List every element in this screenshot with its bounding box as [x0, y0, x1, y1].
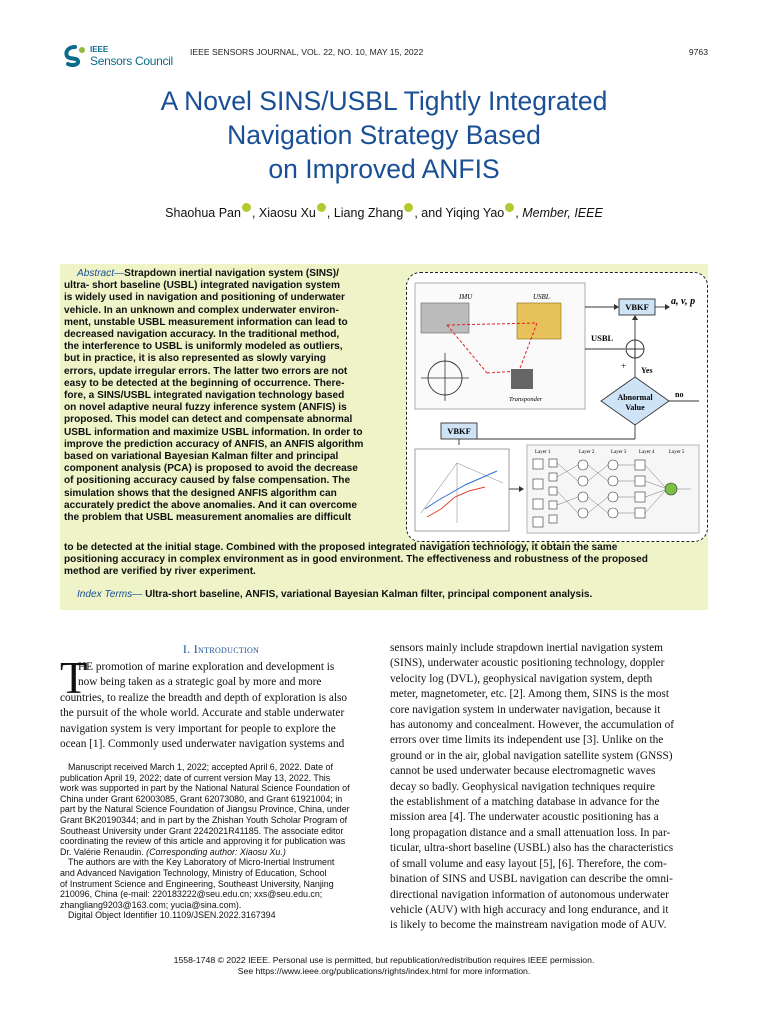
author-membership: Member, IEEE [522, 206, 603, 221]
body-line: directional navigation information of autonomous underwater [390, 888, 669, 901]
imu-label: IMU [459, 293, 473, 301]
graphical-abstract [406, 272, 708, 542]
footnote-line: 210096, China (e-mail: 220183222@seu.edu.cn; xxs@seu.edu.cn; [60, 889, 323, 900]
abstract-line: simulation shows that the designed ANFIS algorithm can [64, 487, 337, 499]
usbl-device [517, 303, 561, 339]
logo-ieee-text: IEEE [90, 45, 109, 54]
abstract-line: decreased navigation accuracy. In the traditional method, [64, 329, 340, 341]
abstract-line: easy to be detected at the beginning of occurrence. There- [64, 377, 345, 389]
abstract-line: Strapdown inertial navigation system (SINS)/ [124, 268, 339, 279]
layer-label: Layer 2 [579, 450, 595, 455]
transponder-icon [511, 369, 533, 389]
usbl-input-label: USBL [591, 333, 614, 343]
orcid-icon[interactable] [317, 203, 326, 212]
footnote-line: Southeast University under Grant 2242021R41185. The associate editor [60, 825, 344, 836]
body-line: is likely to become the mainstream navigation mode of AUV. [390, 919, 667, 932]
abstract-line: on novel adaptive neural fuzzy inference system (ANFIS) is [64, 402, 347, 414]
page-number: 9763 [688, 47, 708, 57]
body-line: the pursuit of the whole world. Accurate and stable underwater [60, 707, 345, 720]
abnormal-label-line2: Value [625, 403, 645, 412]
pca-plot [415, 449, 509, 531]
left-column-body [60, 653, 382, 752]
body-line: (SINS), underwater acoustic positioning technology, doppler [390, 657, 665, 670]
title-line: Navigation Strategy Based [227, 120, 541, 150]
body-line: navigation system is very important for people to explore the [60, 722, 336, 735]
abstract-line: proposed. This model can detect and compensate abnormal [64, 414, 353, 426]
body-line: countries, to realize the breadth and depth of exploration is also [60, 691, 348, 704]
abstract-line: errors, update irregular errors. The latter two errors are not [64, 365, 348, 377]
graphical-abstract-diagram [407, 273, 707, 541]
abstract-label: Abstract [77, 268, 115, 279]
doi-line: Digital Object Identifier 10.1109/JSEN.2022.3167394 [68, 910, 276, 921]
footnote-line: part by the Natural Science Foundation of Jiangsu Province, China, under [60, 804, 350, 815]
sensors-council-icon [63, 45, 87, 67]
abstract-line: component analysis (PCA) is proposed to avoid the decrease [64, 463, 358, 475]
footnote-line: and Advanced Navigation Technology, Ministry of Education, School [60, 867, 327, 878]
abstract-line: based on variational Bayesian Kalman filter and principal [64, 451, 339, 463]
plus-sign: + [621, 361, 627, 371]
abstract-fullwidth [64, 542, 704, 579]
body-line: errors over time limits its independent use [3]. Unlike on the [390, 734, 664, 747]
layer-label: Layer 1 [535, 450, 551, 455]
footnotes [60, 762, 382, 921]
abstract-line: ultra- short baseline (USBL) integrated navigation system [64, 280, 340, 292]
section-title: Introduction [193, 642, 260, 656]
transponder-label: Transponder [509, 396, 543, 403]
layer-label: Layer 3 [611, 450, 627, 455]
layer-label: Layer 5 [669, 450, 685, 455]
orcid-icon[interactable] [505, 203, 514, 212]
body-line: decay so badly. Geophysical navigation techniques require [390, 780, 655, 793]
journal-header: IEEE SENSORS JOURNAL, VOL. 22, NO. 10, MAY 15, 2022 [190, 47, 424, 57]
rights-link[interactable]: See https://www.ieee.org/publications/rights/index.html for more information. [237, 966, 531, 976]
body-line: velocity log (DVL), geophysical navigation system, depth [390, 672, 653, 685]
footnote-line: Dr. Valérie Renaudin. [60, 846, 144, 857]
paper-title [60, 84, 708, 186]
abstract-line: USBL information and maximize USBL information. In order to [64, 426, 363, 438]
author-list: Shaohua Pan , Xiaosu Xu , Liang Zhang , and Yiqing Yao , Member, IEEE [60, 203, 708, 220]
abnormal-label-line1: Abnormal [617, 393, 653, 402]
abstract-line: the problem that USBL measurement anomalies are difficult [64, 512, 351, 524]
orcid-icon[interactable] [242, 203, 251, 212]
body-line: the establishment of a matching database in advance for the [390, 796, 660, 809]
body-line: ground or in the air, global navigation satellite system (GNSS) [390, 749, 673, 762]
imu-box [421, 303, 469, 333]
index-terms: Index Terms— Ultra-short baseline, ANFIS, variational Bayesian Kalman filter, principal component analysis. [77, 589, 593, 600]
body-line: vehicle (AUV) with high accuracy and long endurance, and it [390, 903, 669, 916]
body-line: sensors mainly include strapdown inertial navigation system [390, 642, 663, 654]
body-line: meter, magnetometer, etc. [2]. Among them, SINS is the most [390, 688, 669, 701]
abstract-line: ment, unstable USBL measurement information can lead to [64, 316, 348, 328]
copyright-line: 1558-1748 © 2022 IEEE. Personal use is permitted, but republication/redistribution requires IEEE permission. [173, 955, 595, 965]
ieee-sensors-council-logo [63, 44, 173, 68]
body-line: HE promotion of marine exploration and development is [78, 661, 335, 673]
no-label: no [675, 390, 684, 399]
output-node-icon [665, 483, 677, 495]
footnote-line: work was supported in part by the National Natural Science Foundation of [60, 783, 350, 794]
body-line: now being taken as a strategic goal by more and more [78, 676, 322, 689]
yes-label: Yes [641, 366, 653, 375]
body-line: cannot be used underwater because electromagnetic waves [390, 765, 656, 778]
abstract-line: fore, a SINS/USBL integrated navigation technology based [64, 390, 345, 402]
index-terms-text: Ultra-short baseline, ANFIS, variational Bayesian Kalman filter, principal component analysis. [145, 589, 593, 600]
layer-label: Layer 4 [639, 450, 655, 455]
body-line: long propagation distance and a small attenuation loss. In par- [390, 826, 671, 839]
footnote-line: of Instrument Science and Engineering, Southeast University, Nanjing [60, 878, 334, 889]
footnote-line: Manuscript received March 1, 2022; accepted April 6, 2022. Date of [68, 762, 333, 772]
corresponding-author: (Corresponding author: Xiaosu Xu.) [146, 846, 286, 857]
footnote-line: The authors are with the Key Laboratory of Micro-Inertial Instrument [68, 857, 335, 868]
footnote-line: zhangliang9203@163.com; yucia@sina.com). [60, 899, 242, 910]
body-line: ticular, ultra-short baseline (USBL) also has the characteristics [390, 842, 674, 855]
abstract-line: accurately predict the above anomalies. And it can overcome [64, 499, 358, 511]
author-name: Shaohua Pan [165, 206, 241, 221]
right-column-body [390, 641, 708, 934]
footnote-line: China under Grant 62003085, Grant 62073080, and Grant 61921004; in [60, 793, 343, 804]
body-line: ocean [1]. Commonly used underwater navigation systems and [60, 738, 345, 751]
title-line: A Novel SINS/USBL Tightly Integrated [160, 86, 608, 116]
author-name: Liang Zhang [333, 206, 404, 221]
abstract-line: but in practice, it is also represented as slowly varying [64, 353, 326, 365]
footnote-line: Grant BK20190344; and in part by the Zhishan Youth Scholar Program of [60, 814, 348, 825]
logo-council-text: Sensors Council [90, 54, 173, 68]
body-line: of small volume and easy layout [5], [6]. Therefore, the com- [390, 857, 667, 870]
section-number: I. [182, 642, 191, 656]
abstract-line: positioning accuracy in complex environment as in good environment. The effectiveness and robustness of the proposed [64, 554, 648, 566]
section-heading [60, 642, 382, 657]
author-name: Xiaosu Xu [258, 206, 316, 221]
abstract-line: vehicle. In an unknown and complex underwater environ- [64, 304, 339, 316]
orcid-icon[interactable] [404, 203, 413, 212]
abstract-line: improve the prediction accuracy of ANFIS, an ANFIS algorithm [64, 438, 364, 450]
drop-cap: T [60, 653, 88, 703]
abstract-line: to be detected at the initial stage. Combined with the proposed integrated navigation technology, it obtain the same [64, 542, 618, 553]
abstract-line: method are verified by river experiment. [64, 566, 256, 578]
abstract-line: of positioning accuracy caused by false compensation. The [64, 475, 351, 487]
footnote-line: coordinating the review of this article and approving it for publication was [60, 836, 346, 847]
footnote-line: publication April 19, 2022; date of current version May 13, 2022. This [60, 772, 331, 783]
body-line: has autonomy and concealment. However, the accumulation of [390, 719, 675, 732]
output-label: a, v, p [671, 296, 696, 307]
vbkf-top-label: VBKF [625, 302, 649, 312]
vbkf-left-label: VBKF [447, 426, 471, 436]
abstract-column: Abstract—Strapdown inertial navigation system (SINS)/ ultra- short baseline (USBL) integrated navigation system is widely used in navigation and positioning of underwater vehicle. In an unknown and complex underwater environ- ment, unstable USBL measurement information can lead to decreased navigation accuracy. In the traditional method, the interference to USBL is uniformly modeled as outliers, but in practice, it is also represented as slowly varying errors, update irregular errors. The latter two errors are not easy to be detected at the beginning of occurrence. There- fore, a SINS/USBL integrated navigation technology based on novel adaptive neural fuzzy inference system (ANFIS) is proposed. This model can detect and compensate abnormal USBL information and maximize USBL information. In order to improve the prediction accuracy of ANFIS, an ANFIS algorithm based on variational Bayesian Kalman filter and principal component analysis (PCA) is proposed to avoid the decrease of positioning accuracy caused by false compensation. The simulation shows that the designed ANFIS algorithm can accurately predict the above anomalies. And it can overcome the problem that USBL measurement anomalies are difficult [64, 268, 398, 524]
title-line: on Improved ANFIS [268, 154, 500, 184]
index-terms-label: Index Terms [77, 589, 133, 600]
body-line: mission area [4]. The underwater acoustic positioning has a [390, 811, 659, 824]
abstract-line: is widely used in navigation and positioning of underwater [64, 292, 345, 304]
body-line: bination of SINS and USBL navigation can describe the omni- [390, 873, 673, 886]
usbl-device-label: USBL [533, 293, 550, 301]
abstract-line: the interference to USBL is uniformly modeled as outliers, [64, 341, 343, 353]
author-name: Yiqing Yao [445, 206, 505, 221]
body-line: core navigation system in underwater navigation, because it [390, 703, 661, 716]
